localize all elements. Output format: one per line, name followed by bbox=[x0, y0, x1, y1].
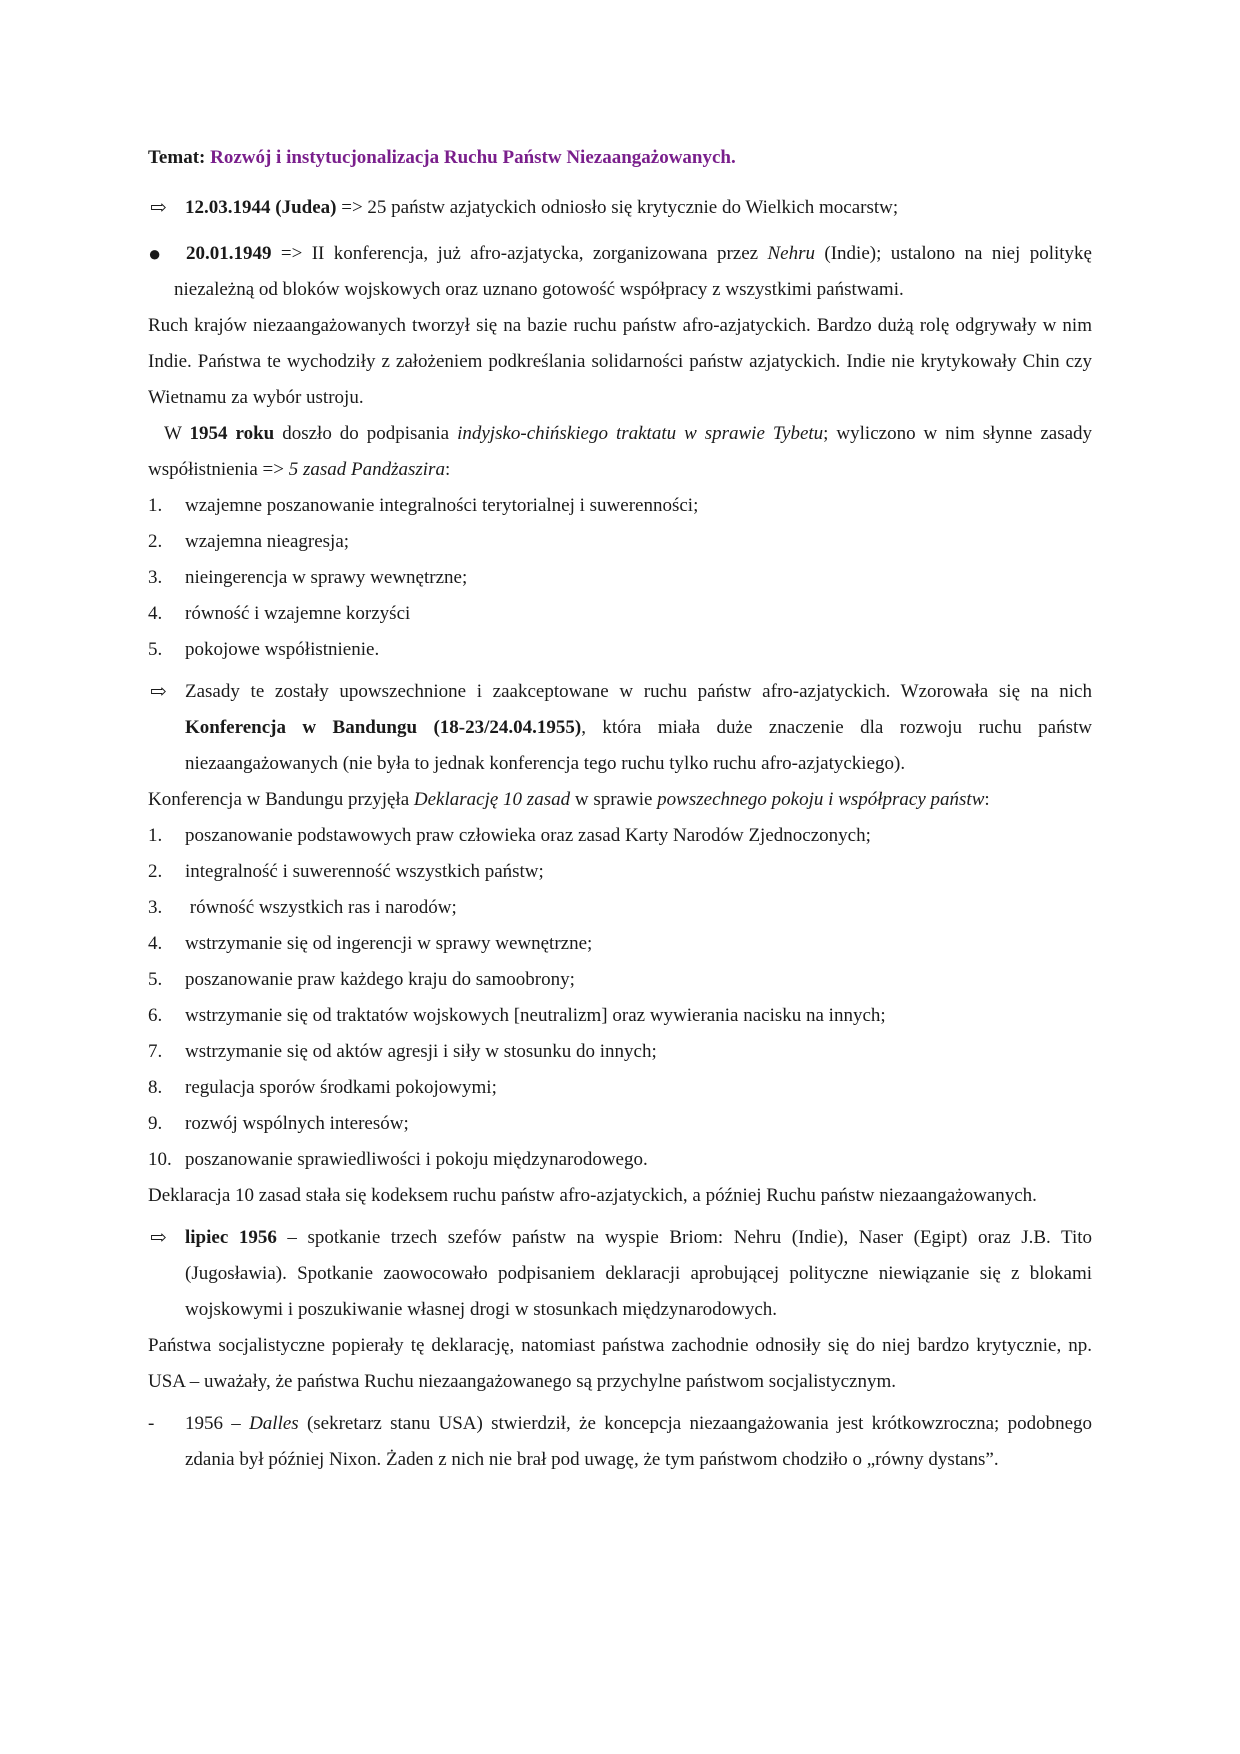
list-number: 4. bbox=[148, 933, 163, 954]
date-lipiec-1956: lipiec 1956 bbox=[185, 1227, 277, 1248]
list-text: pokojowe współistnienie. bbox=[185, 639, 380, 660]
list-text: regulacja sporów środkami pokojowymi; bbox=[185, 1077, 497, 1098]
arrow-icon: ⇨ bbox=[150, 1227, 167, 1249]
treaty-name: indyjsko-chińskiego traktatu w sprawie Tybetu bbox=[457, 423, 824, 444]
list-number: 5. bbox=[148, 639, 163, 660]
list-number: 5. bbox=[148, 969, 163, 990]
list-item bbox=[148, 596, 1092, 632]
arrow-item-1944 bbox=[148, 190, 1092, 226]
dalles-text-a: 1956 – bbox=[185, 1413, 241, 1434]
item-1949-text-a: => II konferencja, już afro-azjatycka, zorganizowana przez bbox=[280, 243, 759, 264]
item-1949-text-b: (Indie); ustalono na niej politykę niezależną od bloków wojskowych oraz uznano gotowość współpracy z wszystkimi państwami. bbox=[174, 243, 1092, 300]
arrow-item-bandung bbox=[148, 674, 1092, 782]
name-nehru: Nehru bbox=[767, 243, 815, 264]
item-1944-text: => 25 państw azjatyckich odniosło się krytycznie do Wielkich mocarstw; bbox=[341, 197, 899, 218]
list-text: integralność i suwerenność wszystkich państw; bbox=[185, 861, 544, 882]
list-text: rozwój wspólnych interesów; bbox=[185, 1113, 409, 1134]
arrow-icon: ⇨ bbox=[150, 681, 167, 703]
list-item bbox=[148, 998, 1092, 1034]
list-five-principles bbox=[148, 488, 1092, 668]
bandung-text-b: , która miała duże znaczenie dla rozwoju ruchu państw niezaangażowanych (nie była to jednak konferencja tego ruchu tylko ruchu afro-azjatyckiego). bbox=[185, 717, 1092, 774]
dash-item-dalles bbox=[148, 1406, 1092, 1478]
list-item bbox=[148, 1106, 1092, 1142]
list-text: wzajemna nieagresja; bbox=[185, 531, 350, 552]
paragraph-ruch: Ruch krajów niezaangażowanych tworzył się na bazie ruchu państw afro-azjatyckich. Bardzo dużą rolę odgrywały w nim Indie. Państwa te wychodziły z założeniem podkreślania solidarności państw azjatyckich. Indie nie krytykowały Chin czy Wietnamu za wybór ustroju. bbox=[148, 315, 1092, 408]
document-page bbox=[148, 140, 1092, 1478]
decl-text-a: Konferencja w Bandungu przyjęła bbox=[148, 789, 410, 810]
list-item bbox=[148, 854, 1092, 890]
arrow-icon: ⇨ bbox=[150, 197, 167, 219]
list-item bbox=[148, 962, 1092, 998]
list-text: wstrzymanie się od ingerencji w sprawy wewnętrzne; bbox=[185, 933, 593, 954]
list-item bbox=[148, 524, 1092, 560]
paragraph-codex: Deklaracja 10 zasad stała się kodeksem ruchu państw afro-azjatyckich, a później Ruchu państw niezaangażowanych. bbox=[148, 1185, 1037, 1206]
para-1954-a: W bbox=[163, 423, 182, 444]
list-ten-principles bbox=[148, 818, 1092, 1178]
list-text: poszanowanie podstawowych praw człowieka oraz zasad Karty Narodów Zjednoczonych; bbox=[185, 825, 871, 846]
date-1949: 20.01.1949 bbox=[186, 243, 272, 264]
list-number: 8. bbox=[148, 1077, 163, 1098]
title-topic: Rozwój i instytucjonalizacja Ruchu Państw Niezaangażowanych. bbox=[210, 147, 736, 168]
list-text: wstrzymanie się od traktatów wojskowych [neutralizm] oraz wywierania nacisku na innych; bbox=[185, 1005, 886, 1026]
bandung-conference: Konferencja w Bandungu (18-23/24.04.1955) bbox=[185, 717, 582, 738]
para-1954-b: doszło do podpisania bbox=[282, 423, 450, 444]
dalles-text-b: (sekretarz stanu USA) stwierdził, że koncepcja niezaangażowania jest krótkowzroczna; podobnego zdania był później Nixon. Żaden z nich nie brał pod uwagę, że tym państwom chodziło o „równy dystans”. bbox=[185, 1413, 1093, 1470]
list-item bbox=[148, 1070, 1092, 1106]
declaration-name: Deklarację 10 zasad bbox=[413, 789, 571, 810]
list-number: 7. bbox=[148, 1041, 163, 1062]
list-number: 10. bbox=[148, 1149, 172, 1170]
list-item bbox=[148, 818, 1092, 854]
arrow-item-1956 bbox=[148, 1220, 1092, 1328]
list-text: równość i wzajemne korzyści bbox=[185, 603, 411, 624]
list-item bbox=[148, 890, 1092, 926]
title-prefix: Temat: bbox=[148, 147, 206, 168]
para-1954-c: ; wyliczono w nim słynne zasady współistnienia => bbox=[148, 423, 1093, 480]
list-text: poszanowanie praw każdego kraju do samoobrony; bbox=[185, 969, 575, 990]
list-text: wstrzymanie się od aktów agresji i siły w stosunku do innych; bbox=[185, 1041, 657, 1062]
page-title bbox=[148, 140, 1092, 176]
date-1944: 12.03.1944 (Judea) bbox=[185, 197, 337, 218]
name-dalles: Dalles bbox=[249, 1413, 299, 1434]
list-text: poszanowanie sprawiedliwości i pokoju międzynarodowego. bbox=[185, 1149, 648, 1170]
year-1954: 1954 roku bbox=[189, 423, 275, 444]
list-number: 2. bbox=[148, 861, 163, 882]
list-text: wzajemne poszanowanie integralności terytorialnej i suwerenności; bbox=[185, 495, 699, 516]
list-text: nieingerencja w sprawy wewnętrzne; bbox=[185, 567, 468, 588]
bullet-icon: ● bbox=[148, 241, 162, 266]
principles-name: 5 zasad Pandżaszira bbox=[288, 459, 445, 480]
dash-marker: - bbox=[148, 1413, 155, 1434]
paragraph-socialist: Państwa socjalistyczne popierały tę deklarację, natomiast państwa zachodnie odnosiły się do niej bardzo krytycznie, np. USA – uważały, że państwa Ruchu niezaangażowanego są przychylne państwom socjalistycznym. bbox=[148, 1335, 1092, 1392]
decl-text-c: : bbox=[984, 789, 990, 810]
paragraph-1954 bbox=[148, 416, 1092, 488]
bandung-text-a: Zasady te zostały upowszechnione i zaakceptowane w ruchu państw afro-azjatyckich. Wzorowała się na nich bbox=[185, 681, 1092, 702]
para-1954-d: : bbox=[444, 459, 451, 480]
list-number: 9. bbox=[148, 1113, 163, 1134]
list-text: równość wszystkich ras i narodów; bbox=[185, 897, 457, 918]
peace-phrase: powszechnego pokoju i współpracy państw bbox=[657, 789, 985, 810]
paragraph-declaration bbox=[148, 782, 1092, 818]
list-number: 3. bbox=[148, 567, 163, 588]
bullet-item-1949 bbox=[148, 236, 1092, 308]
list-item bbox=[148, 560, 1092, 596]
list-number: 3. bbox=[148, 897, 163, 918]
list-number: 1. bbox=[148, 495, 163, 516]
item-1956-text: – spotkanie trzech szefów państw na wyspie Briom: Nehru (Indie), Naser (Egipt) oraz J.B. Tito (Jugosławia). Spotkanie zaowocowało podpisaniem deklaracji aprobującej polityczne niewiązanie się z blokami wojskowymi i poszukiwanie własnej drogi w stosunkach międzynarodowych. bbox=[185, 1227, 1093, 1320]
list-item bbox=[148, 926, 1092, 962]
decl-text-b: w sprawie bbox=[574, 789, 653, 810]
list-number: 1. bbox=[148, 825, 163, 846]
list-number: 6. bbox=[148, 1005, 163, 1026]
list-item bbox=[148, 632, 1092, 668]
list-item bbox=[148, 488, 1092, 524]
list-item bbox=[148, 1034, 1092, 1070]
item-1949-content bbox=[174, 243, 1092, 300]
list-item bbox=[148, 1142, 1092, 1178]
list-number: 2. bbox=[148, 531, 163, 552]
list-number: 4. bbox=[148, 603, 163, 624]
